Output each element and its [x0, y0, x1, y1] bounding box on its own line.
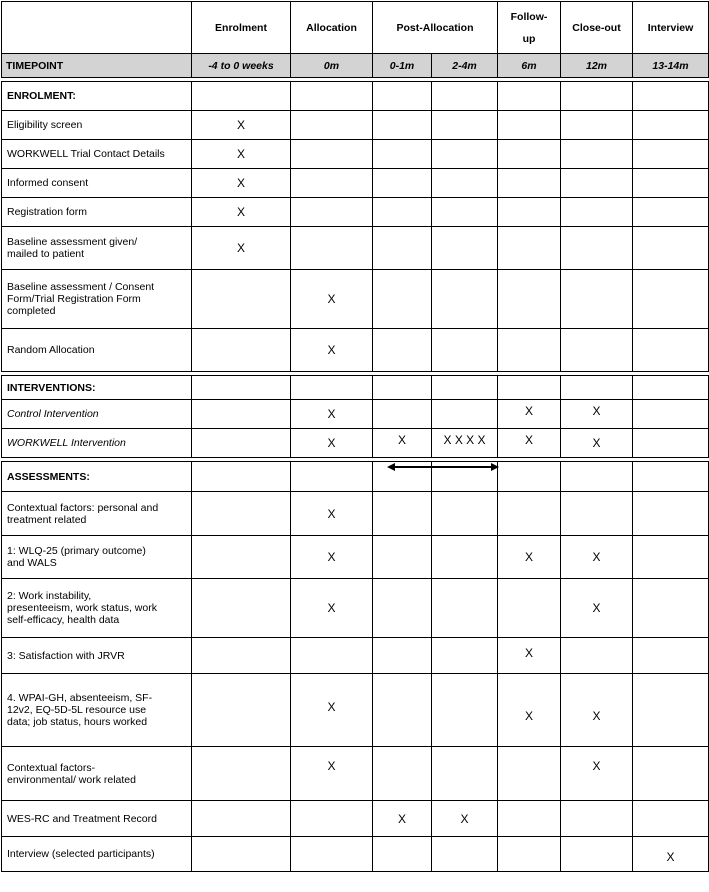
table-row — [2, 638, 709, 674]
table-row — [2, 429, 709, 458]
timepoint-followup: 6m — [498, 54, 561, 78]
mark-x-text: X — [327, 700, 336, 714]
table-row — [2, 747, 709, 801]
row-interview: Interview (selected participants) — [2, 837, 192, 872]
row-satisfaction: 3: Satisfaction with JRVR — [2, 638, 192, 674]
row-env-line2: environmental/ work related — [7, 773, 136, 786]
mark-x: X — [432, 801, 498, 837]
row-consent: Informed consent — [2, 169, 192, 198]
mark-x — [633, 837, 709, 872]
mark-x — [498, 400, 561, 429]
mark-x — [373, 429, 432, 458]
mark-x: X — [192, 111, 291, 140]
mark-x: X — [561, 579, 633, 638]
mark-xxxx-text: X X X X — [443, 433, 486, 447]
header-allocation: Allocation — [291, 2, 373, 54]
row-registration: Registration form — [2, 198, 192, 227]
mark-x-text: X — [592, 709, 601, 723]
mark-x — [561, 747, 633, 801]
row-control: Control Intervention — [2, 400, 192, 429]
header-enrolment: Enrolment — [192, 2, 291, 54]
table-row — [2, 801, 709, 837]
mark-x: X — [291, 536, 373, 579]
table-row — [2, 329, 709, 372]
mark-x — [291, 674, 373, 747]
timepoint-closeout: 12m — [561, 54, 633, 78]
double-arrow-icon — [387, 459, 499, 469]
table-row — [2, 111, 709, 140]
section-enrolment-row — [2, 82, 709, 111]
timepoint-post2: 2-4m — [432, 54, 498, 78]
mark-x — [561, 400, 633, 429]
row-baseline-completed-line3: completed — [7, 305, 56, 317]
table-row — [2, 198, 709, 227]
row-wlq-line1: 1: WLQ-25 (primary outcome) — [7, 545, 146, 557]
mark-x: X — [373, 801, 432, 837]
mark-x-text: X — [327, 758, 336, 773]
mark-x-text: X — [397, 433, 406, 447]
header-post-allocation: Post-Allocation — [373, 2, 498, 54]
row-contextual-personal — [2, 492, 192, 536]
table-row — [2, 536, 709, 579]
row-wpai — [2, 674, 192, 747]
row-wpai-line1: 4. WPAI-GH, absenteeism, SF- — [7, 692, 153, 704]
header-row — [2, 2, 709, 54]
mark-x: X — [192, 198, 291, 227]
timepoint-enrolment: -4 to 0 weeks — [192, 54, 291, 78]
row-work-line3: self-efficacy, health data — [7, 614, 120, 626]
row-work-line2: presenteeism, work status, work — [7, 602, 157, 614]
row-contextual-env — [2, 747, 192, 801]
header-closeout: Close-out — [561, 2, 633, 54]
mark-x: X — [498, 536, 561, 579]
table-row — [2, 579, 709, 638]
row-wpai-line2: 12v2, EQ-5D-5L resource use — [7, 704, 147, 716]
table-row — [2, 674, 709, 747]
table-row — [2, 227, 709, 270]
row-wpai-line3: data; job status, hours worked — [7, 716, 148, 728]
mark-xxxx — [432, 429, 498, 458]
header-followup-line1: Follow- — [510, 10, 548, 23]
row-wlq-line2: and WALS — [7, 557, 57, 569]
mark-x-text: X — [592, 404, 601, 418]
mark-x — [498, 429, 561, 458]
table-row — [2, 837, 709, 872]
table-row — [2, 400, 709, 429]
mark-x — [498, 674, 561, 747]
mark-x: X — [291, 429, 373, 458]
row-eligibility: Eligibility screen — [2, 111, 192, 140]
mark-x — [291, 747, 373, 801]
mark-x: X — [291, 492, 373, 536]
row-wlq — [2, 536, 192, 579]
mark-x: X — [291, 400, 373, 429]
row-workwell: WORKWELL Intervention — [2, 429, 192, 458]
mark-x-text: X — [525, 709, 534, 723]
section-enrolment: ENROLMENT: — [2, 82, 192, 111]
section-interventions: INTERVENTIONS: — [2, 376, 192, 400]
mark-x: X — [192, 140, 291, 169]
header-blank — [2, 2, 192, 54]
row-work-line1: 2: Work instability, — [7, 590, 92, 602]
table-row — [2, 169, 709, 198]
row-wes: WES-RC and Treatment Record — [2, 801, 192, 837]
row-contextual-personal-line1: Contextual factors: personal and — [7, 501, 159, 514]
header-followup — [498, 2, 561, 54]
row-baseline-given — [2, 227, 192, 270]
mark-x: X — [291, 329, 373, 372]
mark-x: X — [561, 429, 633, 458]
mark-x: X — [192, 227, 291, 270]
table-row — [2, 492, 709, 536]
mark-x: X — [291, 579, 373, 638]
timepoint-allocation: 0m — [291, 54, 373, 78]
header-interview: Interview — [633, 2, 709, 54]
mark-x: X — [561, 536, 633, 579]
section-interventions-row — [2, 376, 709, 400]
row-contact: WORKWELL Trial Contact Details — [2, 140, 192, 169]
table-row — [2, 270, 709, 329]
mark-x-text: X — [666, 850, 675, 864]
spirit-schedule-table — [1, 1, 709, 872]
row-work-instability — [2, 579, 192, 638]
timepoint-post1: 0-1m — [373, 54, 432, 78]
row-baseline-completed — [2, 270, 192, 329]
row-baseline-given-line2: mailed to patient — [7, 248, 85, 260]
row-baseline-given-line1: Baseline assessment given/ — [7, 236, 138, 248]
mark-x: X — [192, 169, 291, 198]
mark-x-text: X — [525, 433, 534, 447]
row-contextual-personal-line2: treatment related — [7, 513, 87, 526]
timepoint-interview: 13-14m — [633, 54, 709, 78]
row-baseline-completed-line2: Form/Trial Registration Form — [7, 293, 141, 305]
row-baseline-completed-line1: Baseline assessment / Consent — [7, 281, 155, 293]
section-assessments-row — [2, 462, 709, 492]
mark-x-text: X — [592, 758, 601, 773]
row-env-line1: Contextual factors- — [7, 761, 96, 774]
table-row — [2, 140, 709, 169]
row-random: Random Allocation — [2, 329, 192, 372]
timepoint-row — [2, 54, 709, 78]
mark-x: X — [291, 270, 373, 329]
timepoint-label: TIMEPOINT — [2, 54, 192, 78]
section-assessments: ASSESSMENTS: — [2, 462, 192, 492]
mark-x — [498, 638, 561, 674]
mark-x-text: X — [525, 404, 534, 418]
header-followup-line2: up — [522, 32, 536, 45]
mark-x — [561, 674, 633, 747]
mark-x-text: X — [525, 645, 534, 660]
